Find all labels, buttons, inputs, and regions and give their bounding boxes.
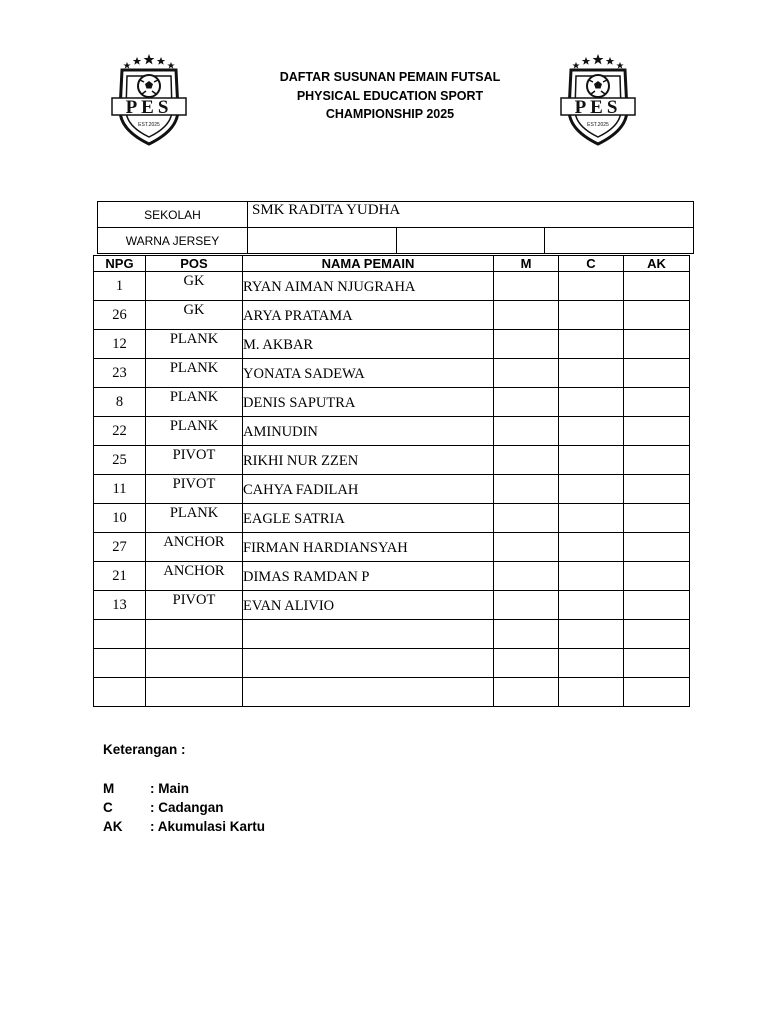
card-accumulation-cell	[624, 620, 690, 649]
substitute-cell	[559, 272, 624, 301]
position-cell: PLANK	[146, 359, 243, 388]
table-row	[94, 388, 690, 417]
legend-desc: : Cadangan	[150, 800, 224, 815]
npg-cell: 22	[94, 417, 146, 446]
svg-text:EST.2025: EST.2025	[138, 122, 160, 128]
player-name-cell: EAGLE SATRIA	[243, 504, 494, 533]
legend-key: AK	[103, 819, 123, 834]
substitute-cell	[559, 417, 624, 446]
column-header-m: M	[494, 256, 559, 272]
substitute-cell	[559, 533, 624, 562]
player-name-cell: YONATA SADEWA	[243, 359, 494, 388]
card-accumulation-cell	[624, 504, 690, 533]
npg-cell: 8	[94, 388, 146, 417]
card-accumulation-cell	[624, 533, 690, 562]
table-row	[94, 272, 690, 301]
player-name-cell: ARYA PRATAMA	[243, 301, 494, 330]
player-name-cell: M. AKBAR	[243, 330, 494, 359]
logo-stars-icon	[572, 54, 623, 69]
player-name-cell: RYAN AIMAN NJUGRAHA	[243, 272, 494, 301]
npg-cell: 1	[94, 272, 146, 301]
npg-cell: 11	[94, 475, 146, 504]
legend	[103, 742, 265, 836]
roster-body	[94, 272, 690, 707]
npg-cell	[94, 620, 146, 649]
player-name-cell: CAHYA FADILAH	[243, 475, 494, 504]
legend-item	[103, 779, 265, 798]
main-cell	[494, 562, 559, 591]
svg-text:PES: PES	[125, 97, 173, 118]
school-label: SEKOLAH	[98, 202, 248, 228]
card-accumulation-cell	[624, 446, 690, 475]
main-cell	[494, 678, 559, 707]
card-accumulation-cell	[624, 475, 690, 504]
column-header-name: NAMA PEMAIN	[243, 256, 494, 272]
player-name-cell: EVAN ALIVIO	[243, 591, 494, 620]
jersey-color-cell	[545, 228, 694, 254]
jersey-color-cell	[248, 228, 397, 254]
substitute-cell	[559, 388, 624, 417]
table-row	[94, 678, 690, 707]
npg-cell: 10	[94, 504, 146, 533]
title-line: CHAMPIONSHIP 2025	[325, 107, 455, 121]
jersey-color-cell	[397, 228, 545, 254]
table-row	[94, 620, 690, 649]
player-name-cell	[243, 649, 494, 678]
position-cell: PIVOT	[146, 475, 243, 504]
legend-key: C	[103, 800, 113, 815]
npg-cell: 23	[94, 359, 146, 388]
main-cell	[494, 359, 559, 388]
card-accumulation-cell	[624, 301, 690, 330]
player-name-cell: DIMAS RAMDAN P	[243, 562, 494, 591]
player-name-cell: AMINUDIN	[243, 417, 494, 446]
main-cell	[494, 417, 559, 446]
table-row	[94, 475, 690, 504]
substitute-cell	[559, 504, 624, 533]
card-accumulation-cell	[624, 417, 690, 446]
roster-header-row	[94, 256, 690, 272]
jersey-row	[98, 228, 694, 254]
position-cell: ANCHOR	[146, 533, 243, 562]
position-cell	[146, 620, 243, 649]
player-name-cell: RIKHI NUR ZZEN	[243, 446, 494, 475]
position-cell: GK	[146, 272, 243, 301]
position-cell: PLANK	[146, 417, 243, 446]
card-accumulation-cell	[624, 678, 690, 707]
column-header-c: C	[559, 256, 624, 272]
title-line: DAFTAR SUSUNAN PEMAIN FUTSAL	[279, 70, 501, 84]
position-cell: PIVOT	[146, 591, 243, 620]
main-cell	[494, 504, 559, 533]
column-header-npg: NPG	[94, 256, 146, 272]
player-name-cell: DENIS SAPUTRA	[243, 388, 494, 417]
table-row	[94, 301, 690, 330]
card-accumulation-cell	[624, 272, 690, 301]
main-cell	[494, 533, 559, 562]
position-cell	[146, 678, 243, 707]
substitute-cell	[559, 359, 624, 388]
card-accumulation-cell	[624, 591, 690, 620]
substitute-cell	[559, 330, 624, 359]
substitute-cell	[559, 620, 624, 649]
npg-cell: 13	[94, 591, 146, 620]
substitute-cell	[559, 591, 624, 620]
player-name-cell: FIRMAN HARDIANSYAH	[243, 533, 494, 562]
main-cell	[494, 301, 559, 330]
legend-desc: : Main	[150, 781, 189, 796]
position-cell: PIVOT	[146, 446, 243, 475]
card-accumulation-cell	[624, 562, 690, 591]
substitute-cell	[559, 446, 624, 475]
school-value: SMK RADITA YUDHA	[248, 202, 694, 228]
pes-logo-right	[553, 46, 643, 150]
position-cell: PLANK	[146, 330, 243, 359]
column-header-pos: POS	[146, 256, 243, 272]
table-row	[94, 446, 690, 475]
main-cell	[494, 591, 559, 620]
player-name-cell	[243, 620, 494, 649]
position-cell	[146, 649, 243, 678]
school-row	[98, 202, 694, 228]
npg-cell: 12	[94, 330, 146, 359]
table-row	[94, 417, 690, 446]
team-info-table	[97, 201, 694, 254]
pes-logo-left	[104, 46, 194, 150]
card-accumulation-cell	[624, 388, 690, 417]
main-cell	[494, 330, 559, 359]
npg-cell: 26	[94, 301, 146, 330]
table-row	[94, 562, 690, 591]
svg-text:PES: PES	[574, 97, 622, 118]
legend-item	[103, 798, 265, 817]
table-row	[94, 504, 690, 533]
substitute-cell	[559, 678, 624, 707]
card-accumulation-cell	[624, 330, 690, 359]
card-accumulation-cell	[624, 649, 690, 678]
substitute-cell	[559, 301, 624, 330]
substitute-cell	[559, 562, 624, 591]
npg-cell: 27	[94, 533, 146, 562]
npg-cell	[94, 649, 146, 678]
player-roster-table	[93, 255, 690, 707]
svg-text:EST.2025: EST.2025	[587, 122, 609, 128]
legend-heading: Keterangan :	[103, 742, 186, 757]
main-cell	[494, 446, 559, 475]
legend-key: M	[103, 781, 115, 796]
main-cell	[494, 649, 559, 678]
substitute-cell	[559, 475, 624, 504]
legend-desc: : Akumulasi Kartu	[150, 819, 266, 834]
position-cell: PLANK	[146, 388, 243, 417]
table-row	[94, 591, 690, 620]
npg-cell	[94, 678, 146, 707]
logo-stars-icon	[123, 54, 174, 69]
substitute-cell	[559, 649, 624, 678]
main-cell	[494, 272, 559, 301]
legend-item	[103, 817, 265, 836]
main-cell	[494, 388, 559, 417]
table-row	[94, 533, 690, 562]
document-title	[240, 68, 540, 124]
position-cell: GK	[146, 301, 243, 330]
main-cell	[494, 475, 559, 504]
main-cell	[494, 620, 559, 649]
position-cell: ANCHOR	[146, 562, 243, 591]
table-row	[94, 330, 690, 359]
npg-cell: 21	[94, 562, 146, 591]
title-line: PHYSICAL EDUCATION SPORT	[296, 88, 484, 103]
jersey-label: WARNA JERSEY	[98, 228, 248, 254]
card-accumulation-cell	[624, 359, 690, 388]
npg-cell: 25	[94, 446, 146, 475]
table-row	[94, 359, 690, 388]
position-cell: PLANK	[146, 504, 243, 533]
player-name-cell	[243, 678, 494, 707]
table-row	[94, 649, 690, 678]
column-header-ak: AK	[624, 256, 690, 272]
